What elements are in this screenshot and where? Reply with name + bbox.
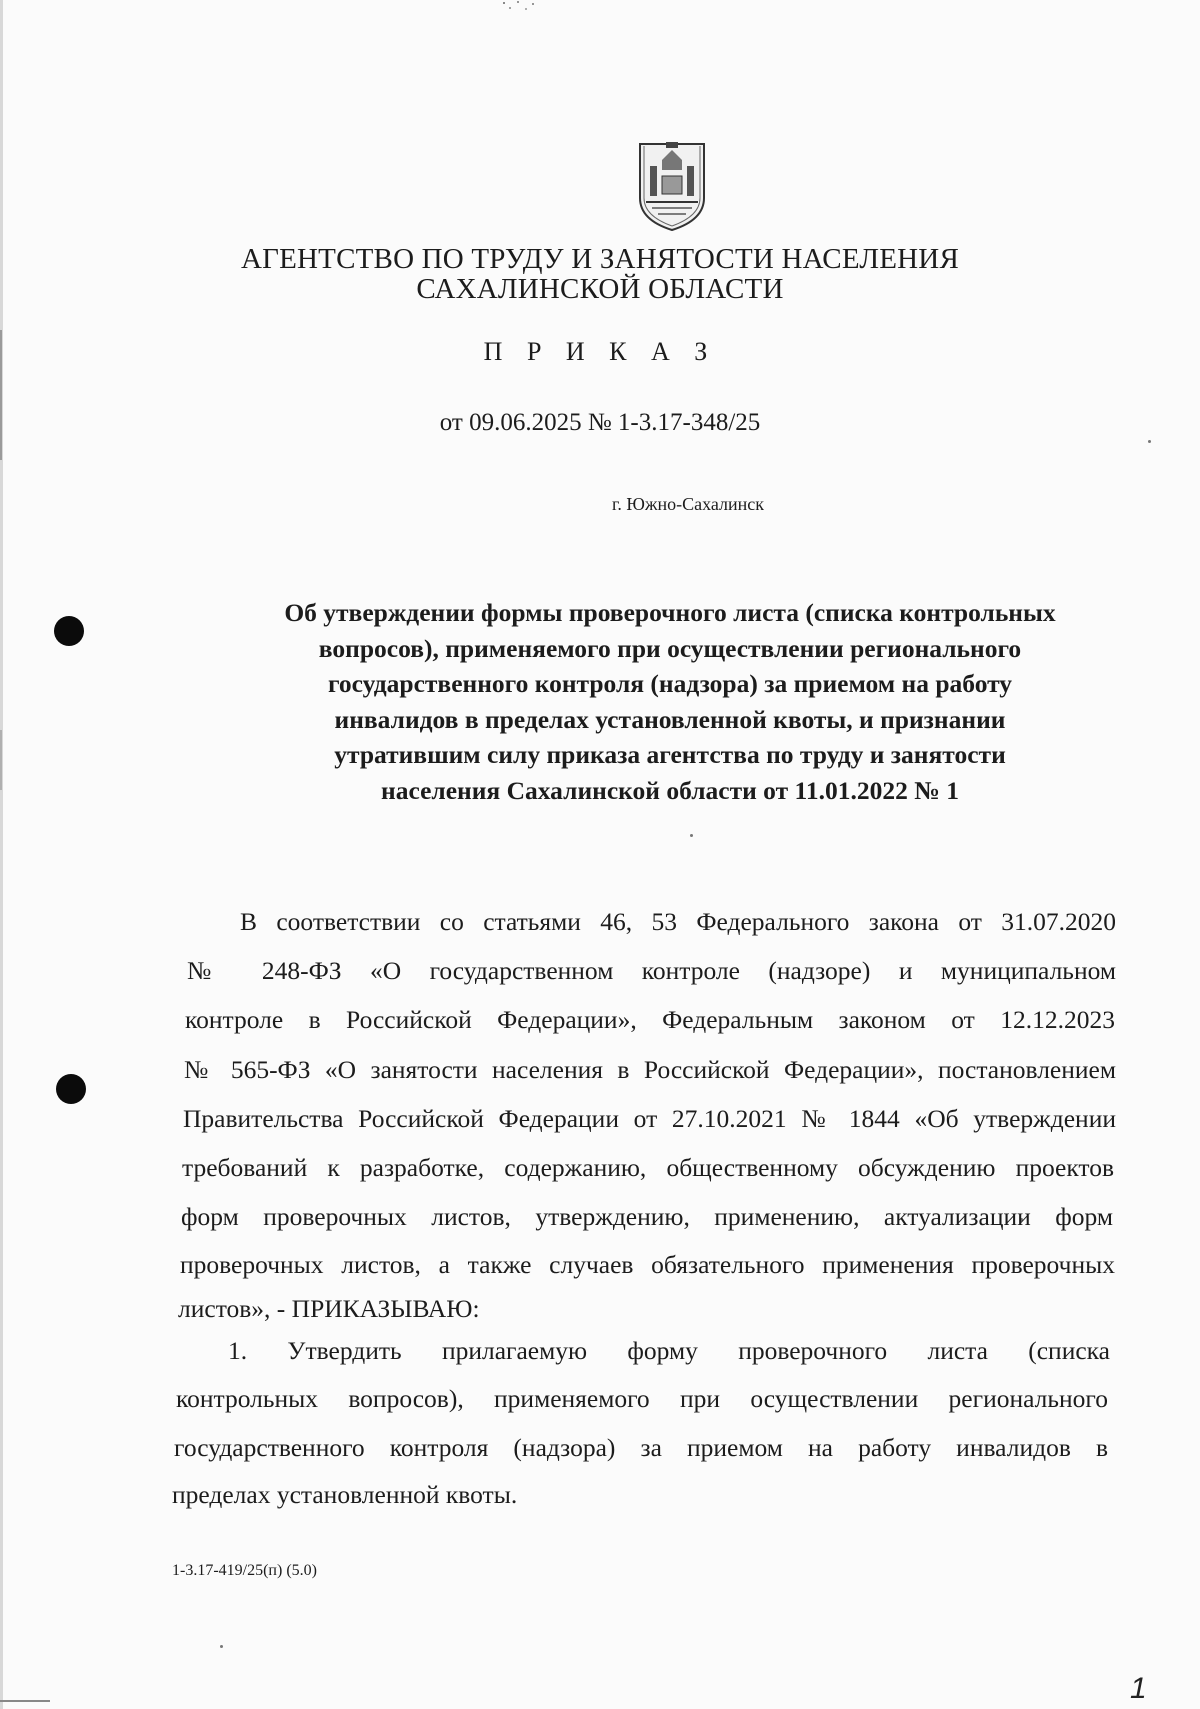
- body-line: Правительства Российской Федерации от 27.10.2021 № 1844 «Об утверждении: [183, 1104, 1116, 1133]
- agency-name: [0, 244, 1200, 304]
- subject-line: инвалидов в пределах установленной квоты, и признании: [334, 704, 1006, 734]
- body-line: требований к разработке, содержанию, общественному обсуждению проектов: [182, 1153, 1114, 1182]
- body-line: № 565-ФЗ «О занятости населения в Российской Федерации», постановлением: [184, 1055, 1116, 1084]
- city-name: г. Южно-Сахалинск: [611, 494, 765, 514]
- scan-speck: [690, 834, 693, 837]
- page-number: 1: [1130, 1672, 1147, 1705]
- body-line: контрольных вопросов), применяемого при осуществлении регионального: [176, 1384, 1108, 1413]
- subject-line: населения Сахалинской области от 11.01.2022 № 1: [381, 775, 959, 805]
- body-line: проверочных листов, а также случаев обязательного применения проверочных: [180, 1250, 1115, 1279]
- body-line: форм проверочных листов, утверждению, применению, актуализации форм: [181, 1202, 1113, 1231]
- scan-edge: [0, 730, 2, 790]
- scan-edge: [0, 1700, 50, 1702]
- agency-line2: САХАЛИНСКОЙ ОБЛАСТИ: [416, 273, 784, 305]
- subject-line: утратившим силу приказа агентства по труду и занятости: [334, 740, 1006, 769]
- body-line: 1. Утвердить прилагаемую форму проверочного листа (списка: [228, 1336, 1110, 1365]
- document-code: 1-3.17-419/25(п) (5.0): [172, 1562, 317, 1579]
- scan-speck: [220, 1645, 223, 1648]
- agency-line1: АГЕНТСТВО ПО ТРУДУ И ЗАНЯТОСТИ НАСЕЛЕНИЯ: [240, 243, 959, 275]
- punch-hole: [54, 616, 84, 646]
- subject-line: Об утверждении формы проверочного листа (списка контрольных: [284, 598, 1056, 627]
- order-number: от 09.06.2025 № 1-3.17-348/25: [439, 409, 761, 436]
- scan-noise: [500, 0, 540, 12]
- coat-of-arms-icon: [632, 140, 712, 232]
- subject-line: вопросов), применяемого при осуществлении регионального: [318, 633, 1022, 663]
- subject-line: государственного контроля (надзора) за приемом на работу: [327, 669, 1013, 698]
- punch-hole: [56, 1074, 86, 1104]
- subject-heading: [230, 595, 1110, 808]
- body-line: В соответствии со статьями 46, 53 Федерального закона от 31.07.2020: [240, 907, 1116, 936]
- body-line: государственного контроля (надзора) за приемом на работу инвалидов в: [174, 1433, 1108, 1462]
- body-line: № 248-ФЗ «О государственном контроле (надзоре) и муниципальном: [187, 956, 1116, 985]
- doc-type-title: П Р И К А З: [483, 337, 717, 366]
- body-line: листов», - ПРИКАЗЫВАЮ:: [178, 1294, 480, 1323]
- body-line: пределах установленной квоты.: [172, 1480, 518, 1509]
- body-line: контроле в Российской Федерации», Федеральным законом от 12.12.2023: [185, 1005, 1115, 1034]
- scan-speck: [1148, 440, 1151, 443]
